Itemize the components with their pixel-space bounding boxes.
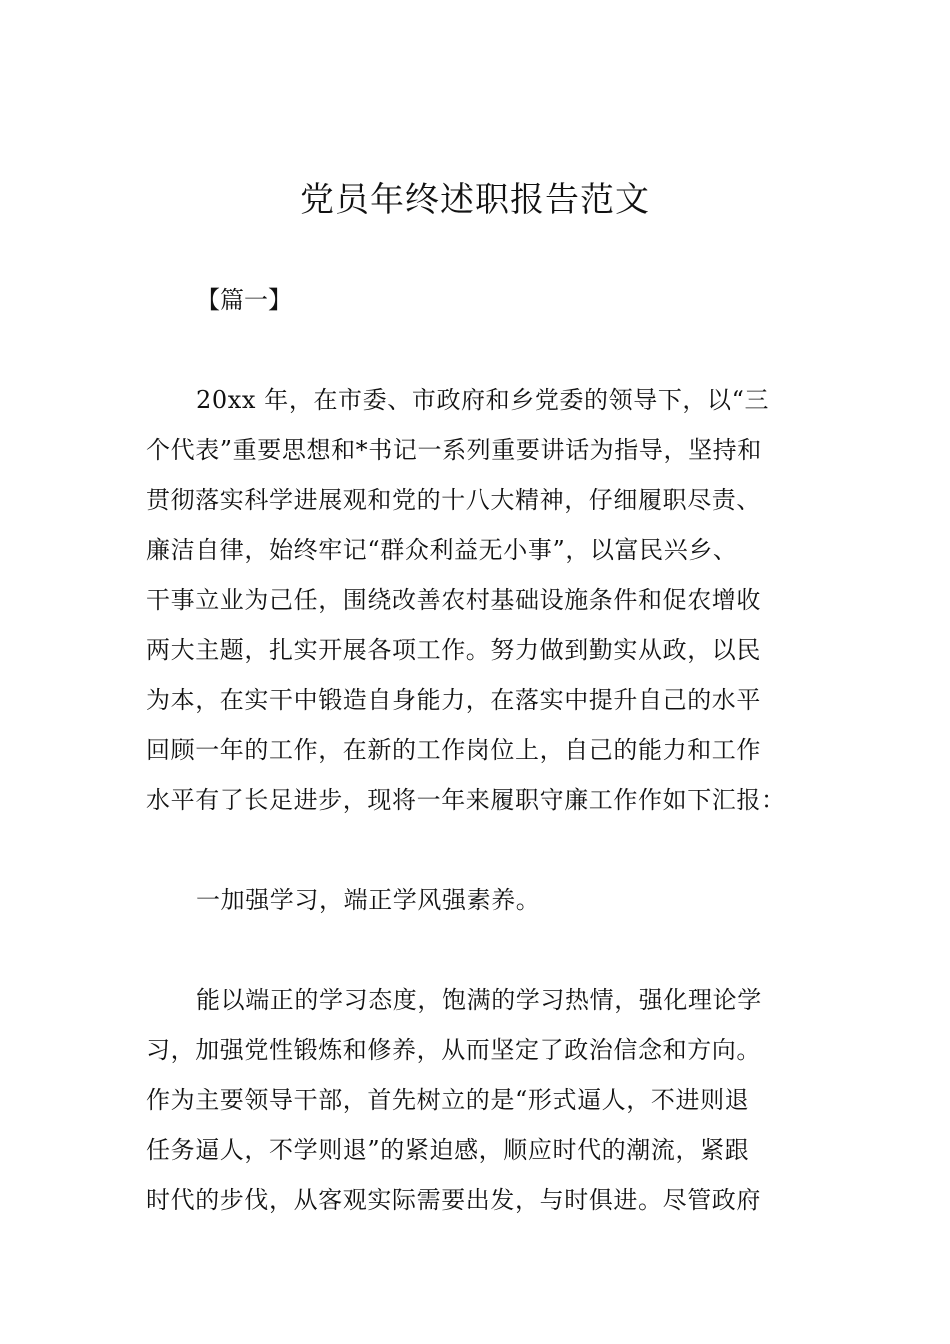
- paragraph-line: 水平有了长足进步，现将一年来履职守廉工作作如下汇报：: [146, 786, 786, 814]
- paragraph-line: 20xx 年，在市委、市政府和乡党委的领导下，以“三: [196, 386, 770, 414]
- paragraph-line: 时代的步伐，从客观实际需要出发，与时俱进。尽管政府: [146, 1186, 761, 1214]
- paragraph-line: 任务逼人，不学则退”的紧迫感，顺应时代的潮流，紧跟: [146, 1136, 750, 1164]
- paragraph-line: 为本，在实干中锻造自身能力，在落实中提升自己的水平: [146, 686, 761, 714]
- paragraph-line: 作为主要领导干部，首先树立的是“形式逼人，不进则退: [146, 1086, 750, 1114]
- section-label: 【篇一】: [196, 286, 292, 314]
- paragraph-line: 两大主题，扎实开展各项工作。努力做到勤实从政，以民: [146, 636, 761, 664]
- paragraph-line: 回顾一年的工作，在新的工作岗位上，自己的能力和工作: [146, 736, 761, 764]
- paragraph-line: 干事立业为己任，围绕改善农村基础设施条件和促农增收: [146, 586, 761, 614]
- paragraph-line: 贯彻落实科学进展观和党的十八大精神，仔细履职尽责、: [146, 486, 761, 514]
- paragraph-line: 能以端正的学习态度，饱满的学习热情，强化理论学: [196, 986, 762, 1014]
- document-title: 党员年终述职报告范文: [300, 180, 650, 220]
- paragraph-line: 廉洁自律，始终牢记“群众利益无小事”，以富民兴乡、: [146, 536, 738, 564]
- paragraph-line: 习，加强党性锻炼和修养，从而坚定了政治信念和方向。: [146, 1036, 761, 1064]
- paragraph-line: 个代表”重要思想和*书记一系列重要讲话为指导，坚持和: [146, 436, 762, 464]
- section-heading: 一加强学习，端正学风强素养。: [196, 886, 541, 914]
